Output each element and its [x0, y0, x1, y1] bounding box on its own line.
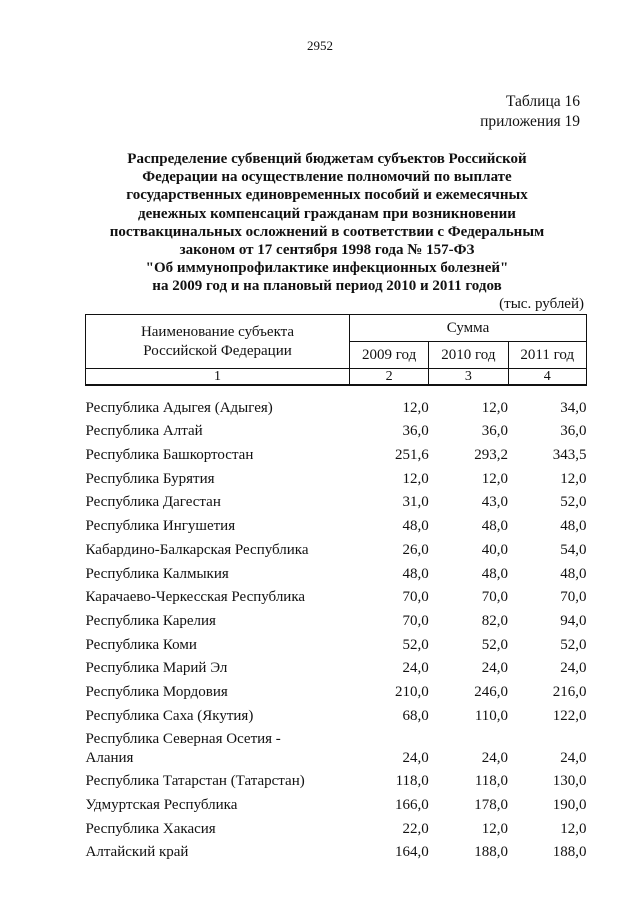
units-label: (тыс. рублей)	[499, 296, 584, 312]
amount-2011: 48,0	[560, 518, 587, 535]
amount-2010: 12,0	[481, 470, 509, 487]
amount-2009: 12,0	[402, 470, 429, 487]
subject-name: Республика Дагестан	[85, 494, 221, 511]
amount-2009: 164,0	[395, 844, 429, 861]
subject-name: Республика Калмыкия	[85, 565, 229, 582]
subject-name-cell	[86, 678, 350, 702]
subject-name: Республика Ингушетия	[85, 518, 236, 535]
amount-2009: 48,0	[402, 518, 429, 535]
subject-name-cell	[86, 560, 350, 584]
amount-2010: 178,0	[474, 797, 509, 813]
amount-2009: 166,0	[395, 797, 429, 813]
amount-2009: 48,0	[402, 565, 429, 582]
title-line: поствакцинальных осложнений в соответствии с Федеральным	[109, 223, 545, 240]
amount-2009: 12,0	[402, 399, 429, 416]
table-row	[86, 631, 587, 655]
amount-2009: 210,0	[395, 683, 429, 700]
amount-2010: 70,0	[481, 589, 509, 606]
table-row	[86, 418, 587, 442]
subject-name-cell	[86, 489, 350, 513]
subject-name: Кабардино-Балкарская Республика	[85, 541, 309, 558]
table-row	[86, 512, 587, 536]
amount-2010: 246,0	[474, 683, 509, 700]
amount-2009: 24,0	[402, 749, 429, 766]
table-row	[86, 489, 587, 513]
subject-name: Республика Коми	[85, 636, 197, 653]
subject-name-cell	[86, 768, 350, 792]
title-line: законом от 17 сентября 1998 года № 157-ФЗ	[179, 242, 475, 259]
subject-name: Республика Татарстан (Татарстан)	[85, 773, 305, 790]
table-row	[86, 815, 587, 839]
amount-2009: 22,0	[402, 820, 429, 837]
subject-name-cell	[86, 791, 350, 815]
subject-name-cell	[86, 512, 350, 536]
amount-2010: 118,0	[474, 773, 509, 790]
table-body	[86, 385, 587, 862]
table-row	[86, 726, 587, 768]
table-row	[86, 560, 587, 584]
subject-name-cell	[86, 584, 350, 608]
subject-name-cell	[86, 815, 350, 839]
table-caption-table-number: Таблица 16	[505, 93, 580, 110]
amount-2010: 48,0	[481, 518, 509, 535]
amount-2011: 188,0	[552, 844, 587, 861]
amount-2010: 12,0	[481, 820, 509, 837]
amount-2010: 43,0	[481, 494, 509, 511]
subject-name-cell	[86, 418, 350, 442]
title-line: денежных компенсаций гражданам при возникновении	[138, 205, 516, 222]
table-row	[86, 678, 587, 702]
amount-2010: 24,0	[481, 660, 509, 677]
table-row	[86, 702, 587, 726]
title-line: на 2009 год и на плановый период 2010 и 2011 годов	[152, 278, 502, 295]
amount-2009: 68,0	[402, 707, 429, 724]
subject-name-cell	[86, 655, 350, 679]
table-row	[86, 655, 587, 679]
amount-2011: 94,0	[560, 612, 587, 629]
table-row	[86, 385, 587, 418]
header-sum: Сумма	[350, 315, 587, 342]
subject-name-cell	[86, 465, 350, 489]
subject-name: Республика Северная Осетия -	[85, 730, 281, 747]
subject-name-cell	[86, 536, 350, 560]
amount-2011: 24,0	[560, 749, 587, 766]
header-subject-name	[86, 315, 350, 369]
table-row	[86, 536, 587, 560]
amount-2011: 12,0	[560, 820, 587, 837]
table-row	[86, 441, 587, 465]
amount-2009: 251,6	[395, 447, 429, 464]
column-number: 3	[429, 369, 508, 386]
amount-2011: 52,0	[560, 636, 587, 653]
header-subject-name-line2: Российской Федерации	[143, 342, 292, 359]
subject-name: Республика Башкортостан	[85, 447, 254, 464]
amount-2009: 70,0	[402, 612, 429, 629]
subject-name: Карачаево-Черкесская Республика	[85, 589, 306, 606]
amount-2009: 52,0	[402, 636, 429, 653]
subject-name-cell	[86, 441, 350, 465]
amount-2010: 188,0	[474, 844, 509, 861]
subject-name: Республика Карелия	[85, 612, 216, 629]
table-row	[86, 584, 587, 608]
header-year-2010: 2010 год	[429, 342, 508, 369]
amount-2010: 293,2	[474, 447, 509, 464]
title-line: Федерации на осуществление полномочий по выплате	[142, 169, 512, 186]
amount-2011: 190,0	[552, 797, 587, 813]
amount-2011: 12,0	[560, 470, 587, 487]
amount-2010: 40,0	[481, 541, 509, 558]
subject-name: Республика Адыгея (Адыгея)	[85, 399, 273, 416]
subject-name: Республика Алтай	[85, 423, 203, 440]
header-year-2011: 2011 год	[508, 342, 586, 369]
amount-2011: 36,0	[560, 423, 587, 440]
subject-name-cell	[86, 607, 350, 631]
amount-2011: 34,0	[560, 399, 587, 416]
amount-2009: 118,0	[395, 773, 429, 790]
amount-2010: 36,0	[481, 423, 509, 440]
amount-2011: 343,5	[552, 447, 587, 464]
header-subject-name-line1: Наименование субъекта	[140, 323, 295, 340]
table-row	[86, 465, 587, 489]
amount-2010: 82,0	[481, 612, 509, 629]
table-caption-appendix: приложения 19	[480, 113, 580, 130]
amount-2011: 54,0	[560, 541, 587, 558]
amount-2011: 52,0	[560, 494, 587, 511]
table-row	[86, 791, 587, 815]
amount-2011: 70,0	[560, 589, 587, 606]
amount-2011: 48,0	[560, 565, 587, 582]
table-caption	[480, 92, 580, 132]
subject-name-cell	[86, 702, 350, 726]
table-row	[86, 607, 587, 631]
column-number: 2	[350, 369, 429, 386]
subject-name-cell	[86, 726, 350, 768]
amount-2010: 12,0	[481, 399, 509, 416]
amount-2010: 52,0	[481, 636, 509, 653]
subject-name: Республика Хакасия	[85, 820, 216, 837]
amount-2009: 26,0	[402, 541, 429, 558]
title-line: государственных единовременных пособий и ежемесячных	[126, 187, 528, 204]
subject-name-cell	[86, 839, 350, 863]
column-number: 1	[86, 369, 350, 386]
amount-2011: 24,0	[560, 660, 587, 677]
amount-2009: 36,0	[402, 423, 429, 440]
subject-name: Республика Бурятия	[85, 470, 215, 487]
subject-name: Алтайский край	[85, 844, 189, 861]
document-title	[60, 150, 594, 296]
table-row	[86, 768, 587, 792]
amount-2009: 31,0	[402, 494, 429, 511]
amount-2011: 122,0	[552, 707, 587, 724]
subject-name-cell	[86, 631, 350, 655]
subject-name: Республика Саха (Якутия)	[85, 707, 254, 724]
amount-2009: 70,0	[402, 589, 429, 606]
header-year-2009: 2009 год	[350, 342, 429, 369]
subject-name: Удмуртская Республика	[85, 797, 238, 813]
subject-name-continued: Алания	[85, 749, 134, 766]
title-line: Распределение субвенций бюджетам субъектов Российской	[127, 151, 527, 167]
table-row	[86, 839, 587, 863]
subject-name-cell	[86, 385, 350, 418]
title-line: "Об иммунопрофилактике инфекционных болезней"	[145, 260, 509, 277]
amount-2009: 24,0	[402, 660, 429, 677]
page-number: 2952	[307, 38, 333, 53]
amount-2010: 48,0	[481, 565, 509, 582]
amount-2010: 110,0	[474, 707, 509, 724]
amount-2011: 216,0	[552, 683, 587, 700]
subventions-table	[85, 314, 587, 862]
amount-2011: 130,0	[552, 773, 587, 790]
subject-name: Республика Марий Эл	[85, 660, 228, 677]
amount-2010: 24,0	[481, 749, 509, 766]
column-number: 4	[508, 369, 586, 386]
subject-name: Республика Мордовия	[85, 683, 228, 700]
